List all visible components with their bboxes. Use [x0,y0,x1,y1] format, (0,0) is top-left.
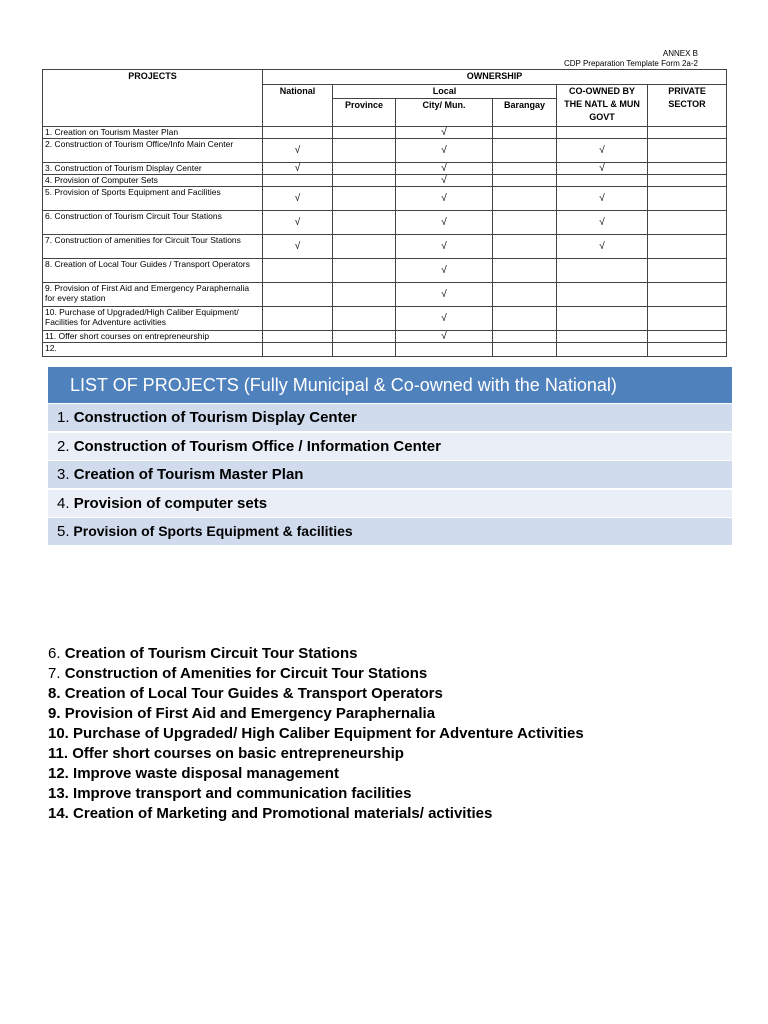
table-row [43,175,727,187]
header-projects: PROJECTS [43,70,263,127]
check-mark: √ [599,193,605,204]
check-mark: √ [599,217,605,228]
national-cell [263,139,333,163]
item-number: 3. [57,466,70,483]
check-mark: √ [294,145,301,156]
projects-banner: LIST OF PROJECTS (Fully Municipal & Co-owned with the National) [48,367,732,403]
coowned-cell [557,283,648,307]
ownership-table [42,69,727,357]
table-row [43,163,727,175]
private-cell [648,259,727,283]
private-cell [648,127,727,139]
table-row [43,331,727,343]
item-text: Improve transport and communication facilities [73,785,412,802]
province-cell [333,175,396,187]
project-cell: 6. Construction of Tourism Circuit Tour Stations [43,211,263,235]
city-cell [396,211,493,235]
list-item [48,433,732,460]
national-cell [263,283,333,307]
province-cell [333,259,396,283]
project-cell: 11. Offer short courses on entrepreneurship [43,331,263,343]
coowned-cell [557,163,648,175]
table-row [43,307,727,331]
list-item [48,764,584,784]
barangay-cell [493,211,557,235]
item-number: 5. [57,523,70,540]
national-cell [263,211,333,235]
city-cell [396,259,493,283]
additional-projects [48,644,584,824]
check-mark: √ [441,265,447,276]
item-text: Construction of Tourism Office / Information Center [73,437,441,455]
list-item [48,518,732,545]
item-number: 14. [48,805,69,822]
item-text: Creation of Tourism Master Plan [73,466,304,483]
private-cell [648,211,727,235]
project-cell: 1. Creation on Tourism Master Plan [43,127,263,139]
item-text: Improve waste disposal management [73,765,339,782]
item-number: 11. [48,745,69,762]
check-mark: √ [441,193,447,204]
barangay-cell [493,343,557,357]
private-cell [648,343,727,357]
item-number: 8. [48,685,61,702]
project-cell: 8. Creation of Local Tour Guides / Transport Operators [43,259,263,283]
table-row [43,187,727,211]
check-mark: √ [441,163,447,174]
annex-header [564,49,698,69]
list-item [48,664,584,684]
item-number: 9. [48,705,61,722]
barangay-cell [493,139,557,163]
list-item [48,804,584,824]
list-item [48,724,584,744]
project-cell: 9. Provision of First Aid and Emergency Paraphernalia for every station [43,283,263,307]
province-cell [333,127,396,139]
project-cell: 4. Provision of Computer Sets [43,175,263,187]
barangay-cell [493,127,557,139]
coowned-cell [557,211,648,235]
coowned-cell [557,343,648,357]
project-cell: 5. Provision of Sports Equipment and Facilities [43,187,263,211]
table-row [43,127,727,139]
header-national: National [263,85,333,127]
item-text: Offer short courses on basic entrepreneurship [72,745,404,762]
coowned-cell [557,307,648,331]
check-mark: √ [441,241,447,252]
item-number: 2. [57,437,70,455]
item-text: Creation of Tourism Circuit Tour Stations [64,645,358,662]
list-item [48,784,584,804]
coowned-cell [557,139,648,163]
form-label: CDP Preparation Template Form 2a-2 [564,59,698,68]
table-row [43,139,727,163]
city-cell [396,127,493,139]
city-cell [396,187,493,211]
national-cell [263,259,333,283]
table-row [43,211,727,235]
private-cell [648,139,727,163]
list-item [48,404,732,431]
barangay-cell [493,331,557,343]
item-text: Provision of First Aid and Emergency Paraphernalia [64,705,436,722]
header-province: Province [333,99,396,127]
private-cell [648,175,727,187]
barangay-cell [493,307,557,331]
item-number: 10. [48,725,69,742]
province-cell [333,331,396,343]
national-cell [263,307,333,331]
province-cell [333,283,396,307]
barangay-cell [493,283,557,307]
item-text: Purchase of Upgraded/ High Caliber Equipment for Adventure Activities [73,725,584,742]
barangay-cell [493,175,557,187]
list-item [48,461,732,488]
barangay-cell [493,187,557,211]
national-cell [263,187,333,211]
city-cell [396,331,493,343]
national-cell [263,343,333,357]
province-cell [333,307,396,331]
check-mark: √ [441,145,447,156]
barangay-cell [493,259,557,283]
item-number: 13. [48,785,69,802]
table-row [43,235,727,259]
national-cell [263,127,333,139]
coowned-cell [557,259,648,283]
header-barangay: Barangay [493,99,557,127]
national-cell [263,235,333,259]
list-item [48,490,732,517]
header-private: PRIVATE SECTOR [648,85,727,127]
item-text: Construction of Amenities for Circuit Tour Stations [64,665,428,682]
check-mark: √ [441,127,447,138]
province-cell [333,187,396,211]
header-coowned: CO-OWNED BY THE NATL & MUN GOVT [557,85,648,127]
item-number: 4. [57,494,70,512]
private-cell [648,331,727,343]
barangay-cell [493,163,557,175]
item-text: Creation of Marketing and Promotional materials/ activities [73,805,493,822]
check-mark: √ [441,217,447,228]
private-cell [648,163,727,175]
national-cell [263,175,333,187]
project-cell: 3. Construction of Tourism Display Center [43,163,263,175]
check-mark: √ [294,193,301,204]
coowned-cell [557,331,648,343]
project-cell: 7. Construction of amenities for Circuit Tour Stations [43,235,263,259]
item-text: Construction of Tourism Display Center [73,409,357,426]
project-cell: 2. Construction of Tourism Office/Info Main Center [43,139,263,163]
national-cell [263,331,333,343]
province-cell [333,163,396,175]
private-cell [648,283,727,307]
table-row [43,283,727,307]
check-mark: √ [294,241,301,252]
project-cell: 10. Purchase of Upgraded/High Caliber Equipment/ Facilities for Adventure activities [43,307,263,331]
header-ownership: OWNERSHIP [263,70,727,85]
item-text: Creation of Local Tour Guides & Transport Operators [64,685,443,702]
check-mark: √ [294,217,301,228]
list-item [48,684,584,704]
table-row [43,343,727,357]
header-city: City/ Mun. [396,99,493,127]
list-item [48,644,584,664]
coowned-cell [557,235,648,259]
check-mark: √ [441,289,447,300]
check-mark: √ [599,145,605,156]
list-item [48,744,584,764]
city-cell [396,175,493,187]
item-number: 6. [48,645,61,662]
item-text: Provision of Sports Equipment & facilities [73,523,353,539]
province-cell [333,211,396,235]
city-cell [396,163,493,175]
city-cell [396,283,493,307]
coowned-cell [557,175,648,187]
city-cell [396,139,493,163]
check-mark: √ [441,331,447,342]
project-cell: 12. [43,343,263,357]
private-cell [648,235,727,259]
item-number: 7. [48,665,61,682]
projects-list [48,404,732,547]
annex-label: ANNEX B [662,49,698,58]
province-cell [333,343,396,357]
city-cell [396,235,493,259]
province-cell [333,235,396,259]
list-item [48,704,584,724]
header-local: Local [333,85,557,99]
coowned-cell [557,127,648,139]
item-number: 12. [48,765,69,782]
private-cell [648,307,727,331]
item-text: Provision of computer sets [73,494,268,512]
province-cell [333,139,396,163]
item-number: 1. [57,409,70,426]
barangay-cell [493,235,557,259]
coowned-cell [557,187,648,211]
check-mark: √ [294,163,301,174]
city-cell [396,307,493,331]
check-mark: √ [599,241,605,252]
private-cell [648,187,727,211]
city-cell [396,343,493,357]
check-mark: √ [599,163,605,174]
national-cell [263,163,333,175]
check-mark: √ [441,313,447,324]
check-mark: √ [441,175,447,186]
table-row [43,259,727,283]
